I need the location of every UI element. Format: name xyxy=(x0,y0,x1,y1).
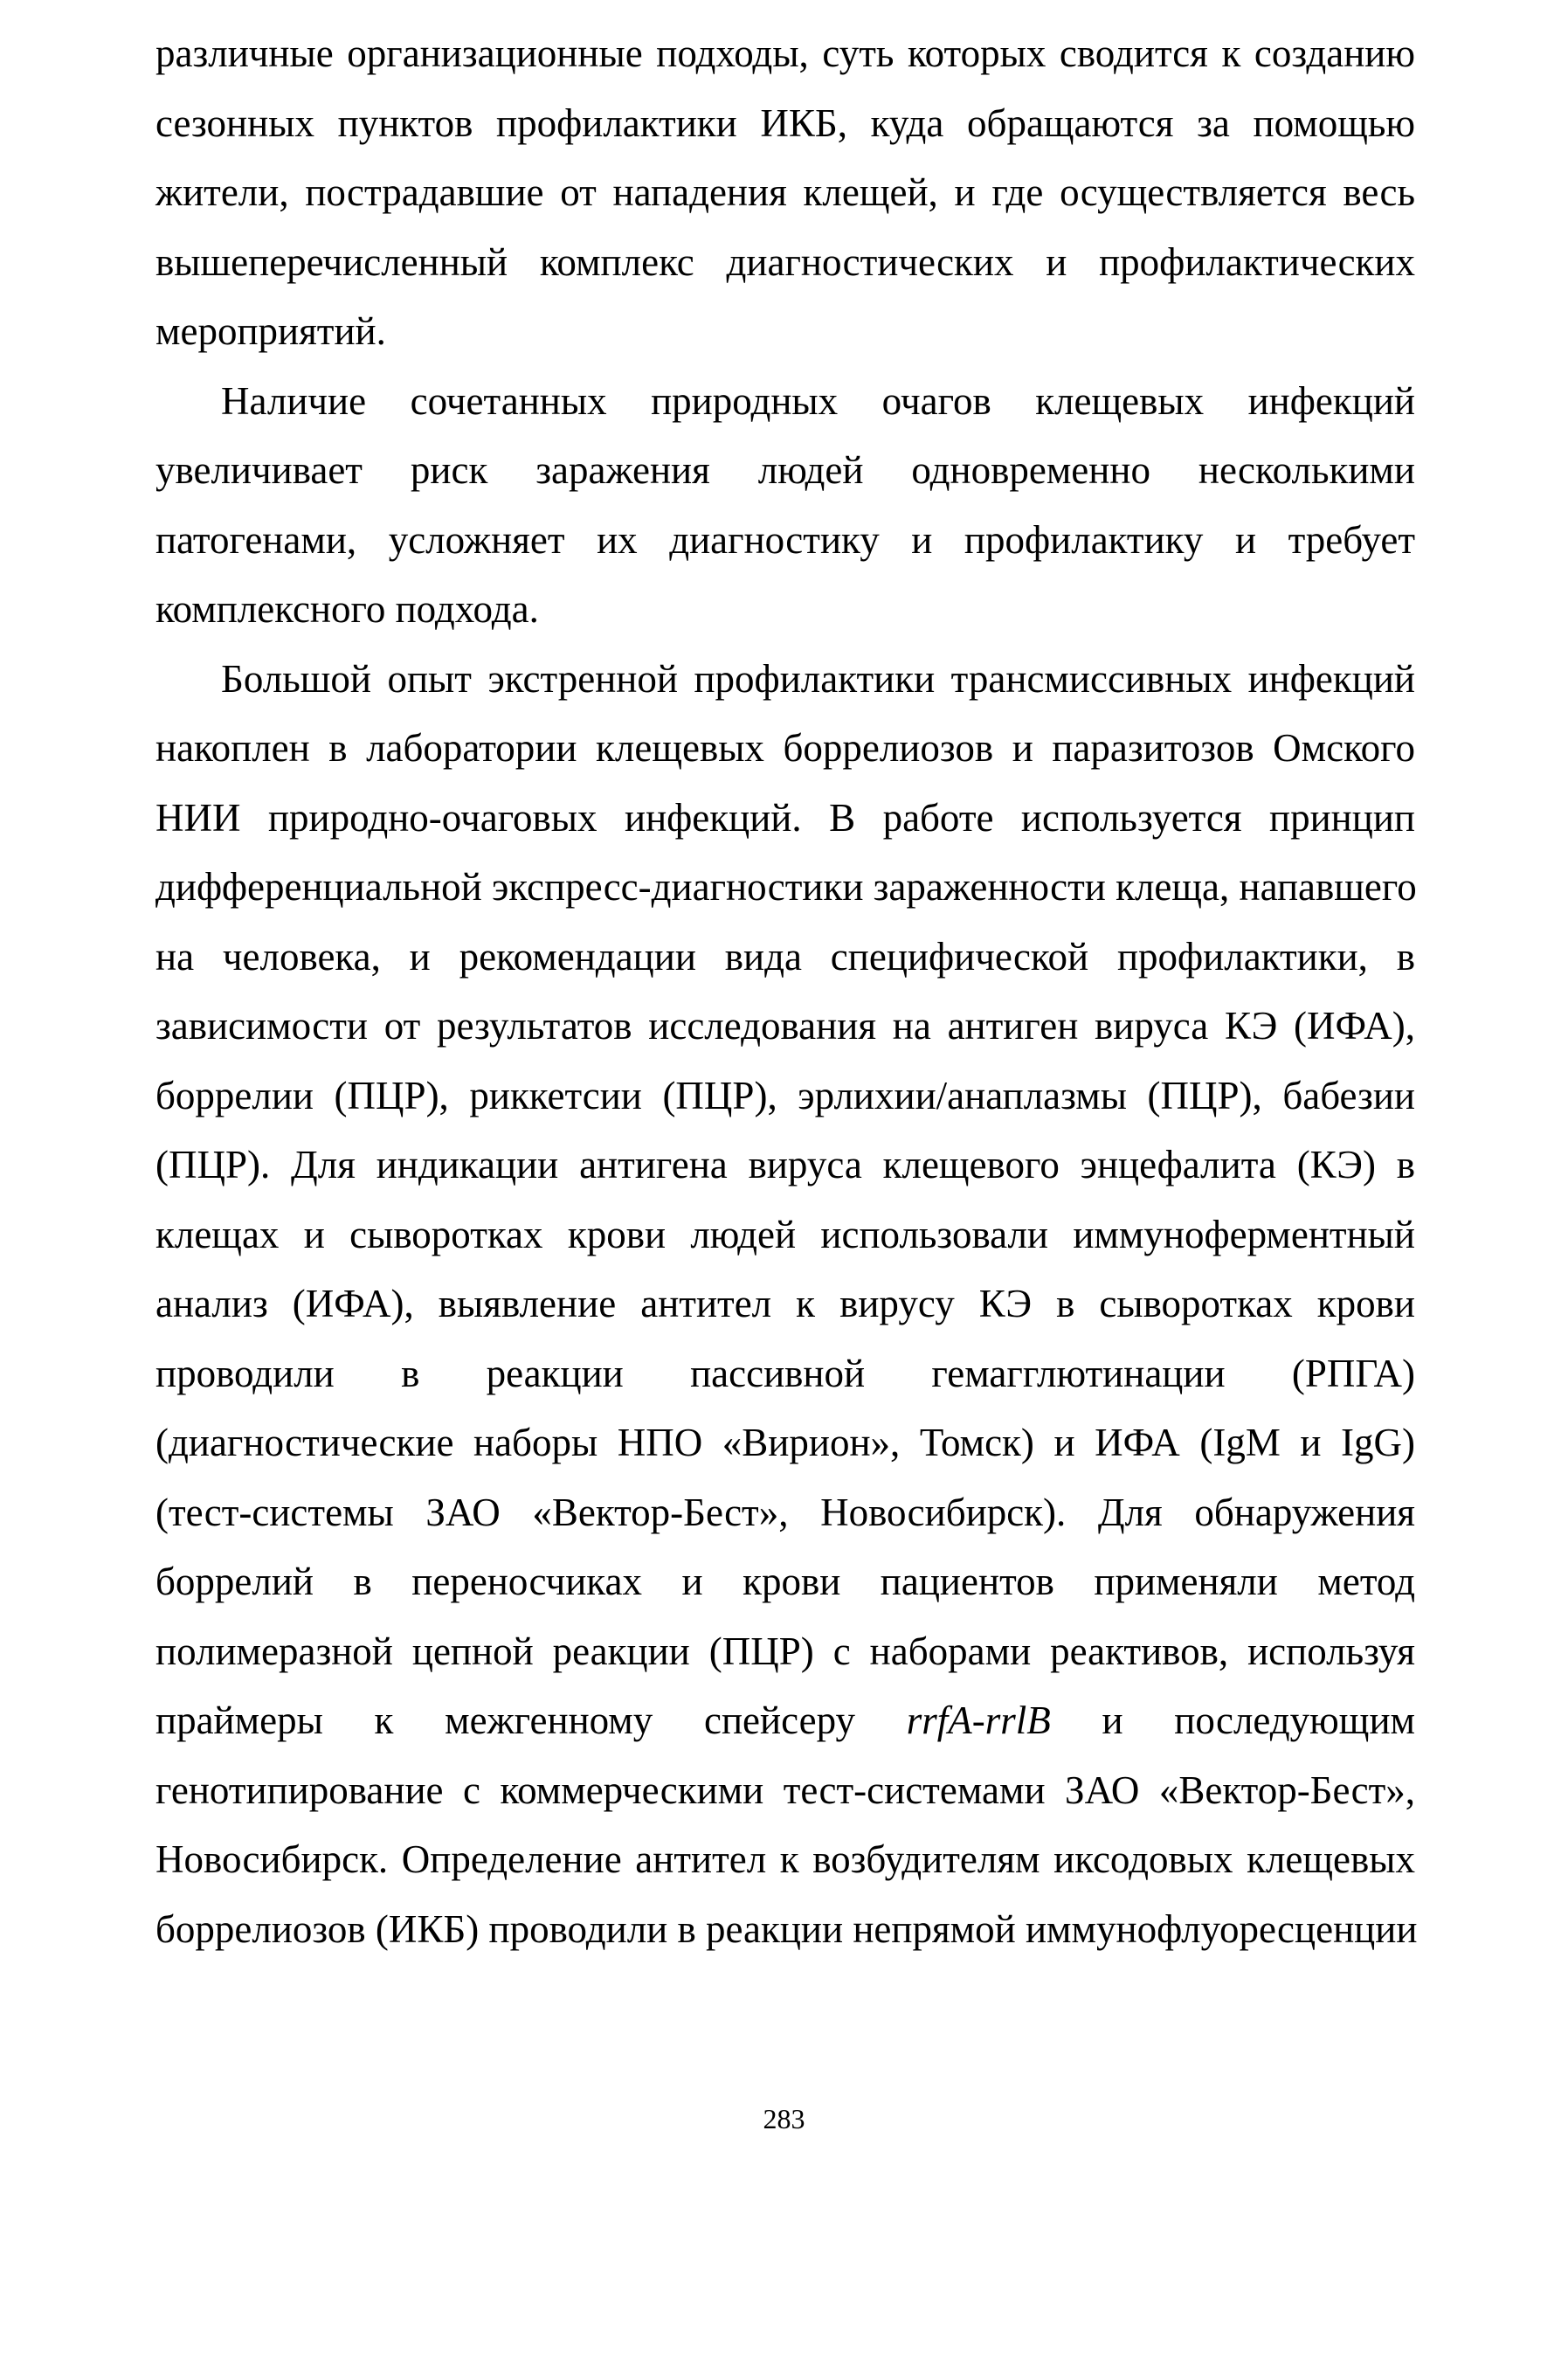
text-line: Наличие сочетанных природных очагов клещевых инфекций xyxy=(221,378,1415,423)
text-line: накоплен в лаборатории клещевых боррелиозов и паразитозов Омского xyxy=(155,726,1415,770)
text-line: Новосибирск. Определение антител к возбудителям иксодовых клещевых xyxy=(155,1837,1415,1881)
text-line: сезонных пунктов профилактики ИКБ, куда обращаются за помощью xyxy=(155,100,1415,145)
text-line: генотипирование с коммерческими тест-системами ЗАО «Вектор-Бест», xyxy=(155,1768,1415,1812)
paragraph-3 xyxy=(155,645,1418,1965)
italic-term: rrfA-rrlB xyxy=(906,1698,1051,1742)
text-line: (диагностические наборы НПО «Вирион», Томск) и ИФА (IgM и IgG) xyxy=(155,1421,1415,1464)
text-line: Большой опыт экстренной профилактики трансмиссивных инфекций xyxy=(221,656,1415,701)
text-line: мероприятий. xyxy=(155,309,386,353)
text-line: боррелий в переносчиках и крови пациентов применяли метод xyxy=(155,1560,1415,1603)
text-line: зависимости от результатов исследования на антиген вируса КЭ (ИФА), xyxy=(155,1004,1415,1048)
text-line: увеличивает риск заражения людей одновременно несколькими xyxy=(155,448,1415,492)
paragraph-2 xyxy=(155,367,1415,645)
text-line: проводили в реакции пассивной гемагглютинации (РПГА) xyxy=(155,1351,1415,1395)
text-line: патогенами, усложняет их диагностику и профилактику и требует xyxy=(155,517,1415,562)
paragraph-1 xyxy=(155,19,1415,367)
text-line: клещах и сыворотках крови людей использовали иммуноферментный xyxy=(155,1212,1415,1256)
text-segment: и последующим xyxy=(1102,1698,1416,1742)
text-line: на человека, и рекомендации вида специфической профилактики, в xyxy=(155,934,1415,979)
text-line: вышеперечисленный комплекс диагностических и профилактических xyxy=(155,239,1415,284)
text-segment: праймеры к межгенному спейсеру xyxy=(155,1698,856,1742)
text-line: полимеразной цепной реакции (ПЦР) с наборами реактивов, используя xyxy=(155,1629,1415,1673)
text-line: жители, пострадавшие от нападения клещей, и где осуществляется весь xyxy=(155,170,1415,214)
text-line: боррелии (ПЦР), риккетсии (ПЦР), эрлихии/анаплазмы (ПЦР), бабезии xyxy=(155,1073,1415,1117)
page-number: 283 xyxy=(763,2103,805,2134)
text-line: НИИ природно-очаговых инфекций. В работе используется принцип xyxy=(155,795,1415,840)
text-line: комплексного подхода. xyxy=(155,587,539,631)
text-line: (ПЦР). Для индикации антигена вируса клещевого энцефалита (КЭ) в xyxy=(155,1143,1415,1186)
text-line-with-italic xyxy=(155,1686,1415,1756)
text-line: (тест-системы ЗАО «Вектор-Бест», Новосибирск). Для обнаружения xyxy=(155,1490,1415,1534)
body-text xyxy=(155,19,1418,1964)
text-line: анализ (ИФА), выявление антител к вирусу КЭ в сыворотках крови xyxy=(155,1282,1415,1325)
text-line: различные организационные подходы, суть которых сводится к созданию xyxy=(155,31,1415,75)
text-line: боррелиозов (ИКБ) проводили в реакции непрямой иммунофлуоресценции xyxy=(155,1906,1418,1951)
text-line: дифференциальной экспресс-диагностики зараженности клеща, напавшего xyxy=(155,865,1417,909)
